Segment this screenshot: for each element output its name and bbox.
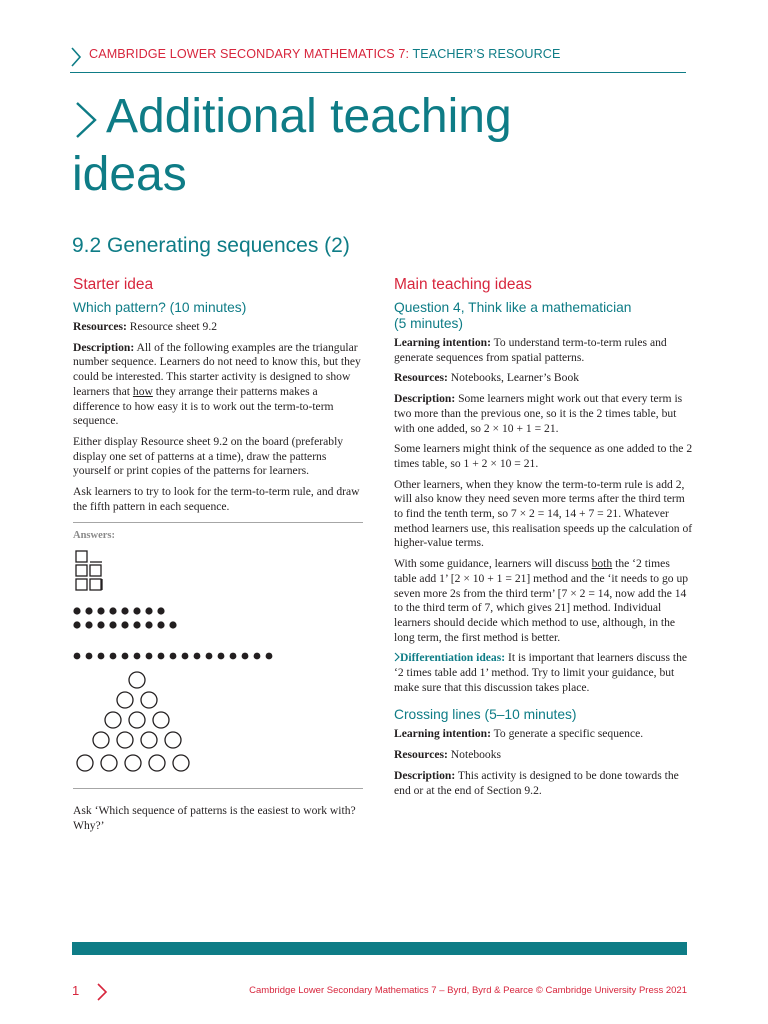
page-footer [72,983,687,1003]
chevron-right-icon [74,100,98,140]
square-pattern [75,550,115,594]
some-learners-para: Some learners might think of the sequence as one added to the 2 times table, so 1 + 2 × 10 = 21. [394,442,693,470]
triangle-circle-pattern [73,670,213,780]
cl-resources-para: Resources: Notebooks [394,748,502,762]
ask-para: Ask learners to try to look for the term-to-term rule, and draw the fifth pattern in each sequence. [73,485,360,513]
resources-para: Resources: Resource sheet 9.2 [73,320,218,333]
closing-question: Ask ‘Which sequence of patterns is the easiest to work with? Why?’ [73,804,356,832]
description-para: Description: All of the following examples are the triangular number sequence. Learners do not need to know this, but they could be interested. This starter activity is designed to show learners that how they arrange their patterns makes a difference to how easy it is to work out the term-to-term sequence. [73,340,361,428]
display-para: Either display Resource sheet 9.2 on the board (preferably display one set of patterns at a time), draw the patterns yourself or print copies of the patterns for learners. [73,434,344,478]
differentiation-para: Differentiation ideas: It is important that learners discuss the ‘2 times table add 1’ method. Try to limit your guidance, but make sure that this discussion takes place. [394,651,688,694]
q4-title: Question 4, Think like a mathematician (5 minutes) [394,300,632,331]
resources-para: Resources: Notebooks, Learner’s Book [394,371,580,385]
chevron-right-icon [96,982,108,1002]
description-para: Description: Some learners might work out that every term is two more than the previous one, so it is the 2 times table, but with one added, so 2 × 10 + 1 = 21. [394,392,683,435]
double-dot-rows [73,606,193,636]
cl-learning-intention-para: Learning intention: To generate a specific sequence. [394,727,644,741]
copyright-credit: Cambridge Lower Secondary Mathematics 7 – Byrd, Byrd & Pearce © Cambridge University Press 2021 [249,985,687,996]
answers-figure [73,550,363,800]
divider [73,522,363,523]
other-learners-para: Other learners, when they know the term-to-term rule is add 2, will also know they need seven more terms after the third term to find the tenth term, so 7 × 2 = 14, 14 + 7 = 21. Whatever method learners use, this realisation speeds up the calculation of higher-value terms. [394,477,693,550]
left-column [73,276,363,840]
chevron-right-icon [70,46,82,68]
page-title-line1: Additional teaching [106,90,512,143]
page-title-line2: ideas [72,148,187,201]
running-header [70,44,686,73]
running-header-text [89,47,561,61]
single-dot-row [73,650,273,662]
main-ideas-heading: Main teaching ideas [394,276,532,293]
starter-heading: Starter idea [73,276,154,293]
resource-name: TEACHER’S RESOURCE [412,47,561,61]
section-title: 9.2 Generating sequences (2) [72,234,350,257]
page-number: 1 [72,983,80,998]
activity-title: Which pattern? (10 minutes) [73,300,247,315]
learning-intention-para: Learning intention: To understand term-to-term rules and generate sequences from spatial patterns. [394,336,667,364]
series-name: CAMBRIDGE LOWER SECONDARY MATHEMATICS 7: [89,47,410,61]
crossing-lines-title: Crossing lines (5–10 minutes) [394,707,577,723]
answers-label: Answers: [73,530,115,542]
page-title [72,88,692,201]
guidance-para: With some guidance, learners will discuss both the ‘2 times table add 1’ [2 × 10 + 1 = 21] method and the ‘it needs to go up seven more 2s from the third term’ [7 × 2 = 14, now add the 14 to the third term of 7, which gives 21] method. Individual learners should decide which method to use, although, in the long term, the first method is better. [394,557,689,644]
footer-bar [72,942,687,955]
cl-description-para: Description: This activity is designed to be done towards the end or at the end of Section 9.2. [394,768,679,797]
divider [73,788,363,789]
right-column [394,276,694,804]
